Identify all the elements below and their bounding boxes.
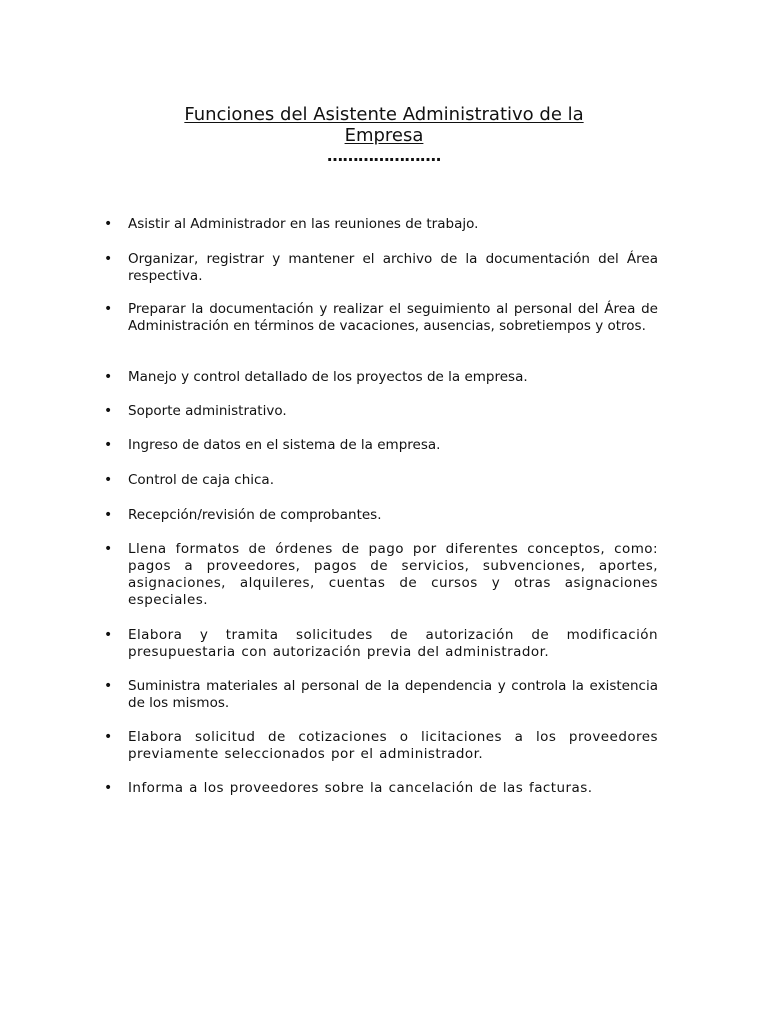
bullet: • <box>104 541 113 557</box>
title-line-2: Empresa <box>344 125 424 146</box>
bullet: • <box>104 678 113 694</box>
list-item-text: Manejo y control detallado de los proyectos de la empresa. <box>128 369 528 385</box>
list-item-text: Elabora y tramita solicitudes de autorización de modificación presupuestaria con autorización previa del administrador. <box>128 627 658 660</box>
bullet: • <box>104 251 113 267</box>
bullet: • <box>104 627 113 643</box>
list-item-text: Elabora solicitud de cotizaciones o licitaciones a los proveedores previamente seleccionados por el administrador. <box>128 729 658 762</box>
list-item-text: Soporte administrativo. <box>128 403 287 419</box>
title-line-1: Funciones del Asistente Administrativo de la <box>184 104 584 125</box>
list-item-text: Suministra materiales al personal de la dependencia y controla la existencia de los mismos. <box>128 678 658 711</box>
list-item-text: Ingreso de datos en el sistema de la empresa. <box>128 437 441 453</box>
list-item-text: Informa a los proveedores sobre la cancelación de las facturas. <box>128 780 593 796</box>
bullet: • <box>104 437 113 453</box>
list-item-text: Asistir al Administrador en las reuniones de trabajo. <box>128 216 479 232</box>
bullet: • <box>104 301 113 317</box>
title-dots: …………………. <box>326 146 442 165</box>
bullet: • <box>104 507 113 523</box>
bullet: • <box>104 729 113 745</box>
bullet: • <box>104 403 113 419</box>
bullet: • <box>104 216 113 232</box>
bullet: • <box>104 780 113 796</box>
list-item-text: Control de caja chica. <box>128 472 274 488</box>
bullet: • <box>104 369 113 385</box>
list-item-text: Preparar la documentación y realizar el seguimiento al personal del Área de Administración en términos de vacaciones, ausencias, sobretiempos y otros. <box>128 301 658 334</box>
list-item-text: Recepción/revisión de comprobantes. <box>128 507 382 523</box>
list-item-text: Organizar, registrar y mantener el archivo de la documentación del Área respectiva. <box>128 251 658 284</box>
bullet: • <box>104 472 113 488</box>
list-item-text: Llena formatos de órdenes de pago por diferentes conceptos, como: pagos a proveedores, pagos de servicios, subvenciones, aportes, asignaciones, alquileres, cuentas de cursos y otras asignaciones especiales. <box>128 541 658 608</box>
document-title <box>120 104 648 146</box>
